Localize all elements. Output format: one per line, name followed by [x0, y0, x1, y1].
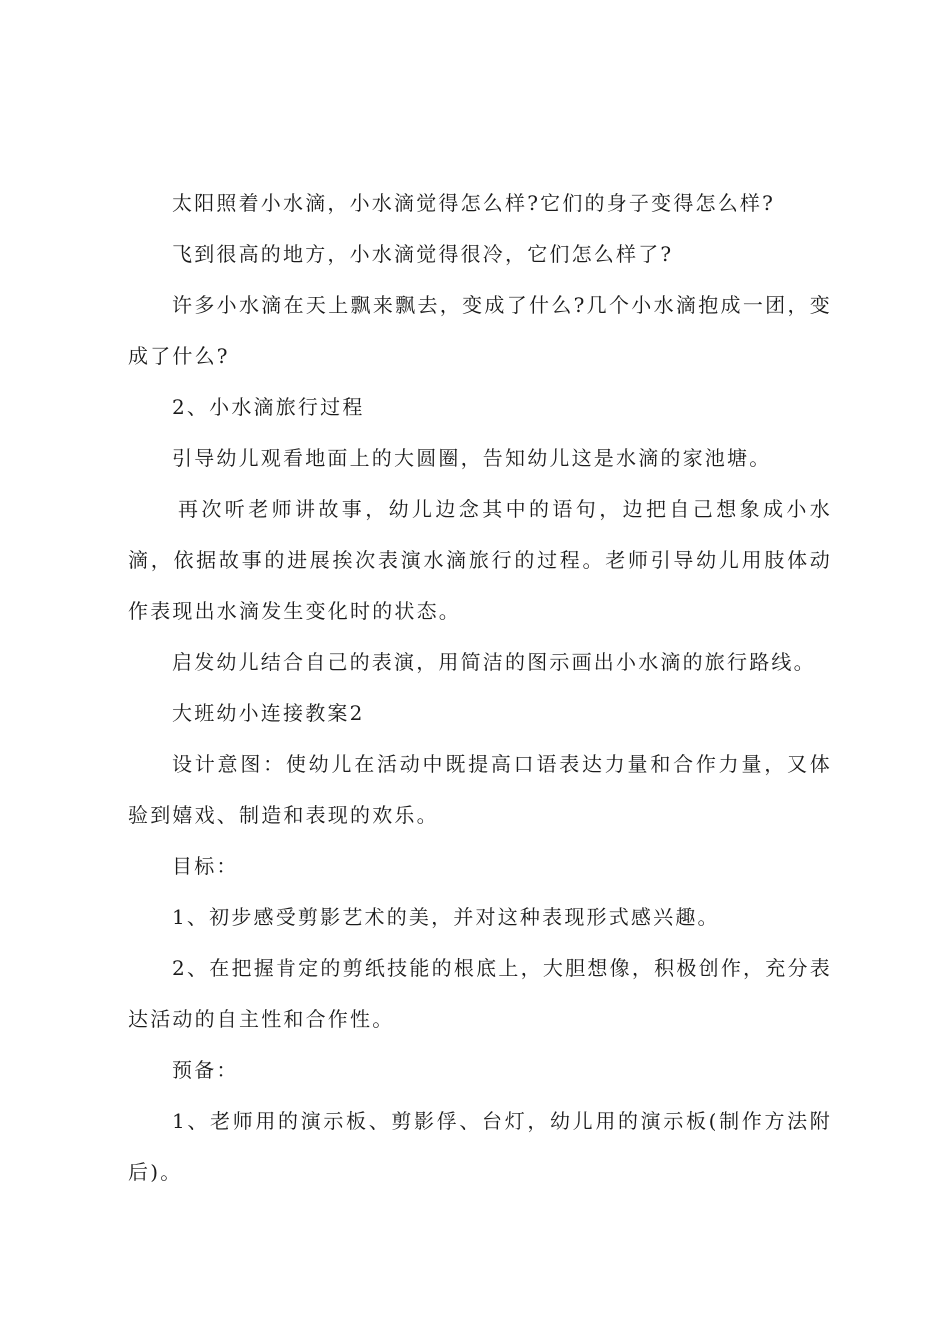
preparation-item-1: 1、老师用的演示板、剪影俘、台灯，幼儿用的演示板(制作方法附后)。 — [128, 1109, 832, 1184]
paragraph-draw-route: 启发幼儿结合自己的表演，用简洁的图示画出小水滴的旅行路线。 — [172, 650, 816, 674]
paragraph-pond-circle: 引导幼儿观看地面上的大圆圈，告知幼儿这是水滴的家池塘。 — [172, 446, 772, 470]
section-heading-goals: 目标： — [172, 854, 239, 878]
paragraph-high-cold-question: 飞到很高的地方，小水滴觉得很冷，它们怎么样了? — [172, 242, 674, 266]
goal-item-2: 2、在把握肯定的剪纸技能的根底上，大胆想像，积极创作，充分表达活动的自主性和合作性。 — [128, 956, 832, 1031]
paragraph-clouds-question: 许多小水滴在天上飘来飘去，变成了什么?几个小水滴抱成一团，变成了什么? — [128, 293, 832, 368]
section-heading-travel-process: 2、小水滴旅行过程 — [172, 395, 365, 419]
section-heading-preparation: 预备： — [172, 1058, 239, 1082]
paragraph-story-performance: 再次听老师讲故事，幼儿边念其中的语句，边把自己想象成小水滴，依据故事的进展挨次表演水滴旅行的过程。老师引导幼儿用肢体动作表现出水滴发生变化时的状态。 — [128, 497, 832, 623]
paragraph-design-intent: 设计意图：使幼儿在活动中既提高口语表达力量和合作力量，又体验到嬉戏、制造和表现的欢乐。 — [128, 752, 832, 827]
paragraph-sun-question: 太阳照着小水滴，小水滴觉得怎么样?它们的身子变得怎么样? — [172, 191, 776, 215]
document-body — [128, 178, 832, 1198]
lesson-title: 大班幼小连接教案2 — [172, 701, 365, 725]
goal-item-1: 1、初步感受剪影艺术的美，并对这种表现形式感兴趣。 — [172, 905, 720, 929]
